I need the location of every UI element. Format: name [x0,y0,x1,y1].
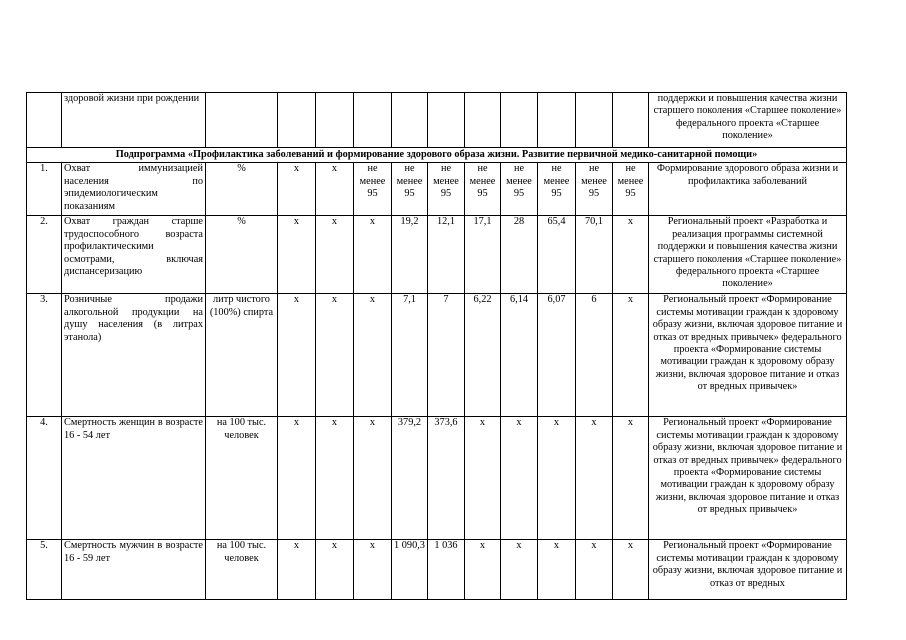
value-cell: 65,4 [538,216,576,294]
row-number: 3. [27,294,62,417]
unit-cell: на 100 тыс. человек [206,540,278,600]
value-cell: х [538,540,576,600]
unit-cell: литр чистого (100%) спирта [206,294,278,417]
value-cell: не менее 95 [538,163,576,216]
description-cell: Региональный проект «Формирование системы мотивации граждан к здоровому образу жизни, включая здоровое питание и отказ от вредных [649,540,847,600]
value-cell: 19,2 [392,216,428,294]
value-cell [278,93,316,148]
value-cell: х [576,417,613,540]
value-cell: 17,1 [465,216,501,294]
value-cell: х [278,417,316,540]
description-cell: Формирование здорового образа жизни и профилактика заболеваний [649,163,847,216]
unit-cell: % [206,163,278,216]
value-cell: 373,6 [428,417,465,540]
value-cell: х [354,294,392,417]
unit-cell: % [206,216,278,294]
description-cell: поддержки и повышения качества жизни старшего поколения «Старшее поколение» федерального проекта «Старшее поколение» [649,93,847,148]
indicator-name-cell: здоровой жизни при рождении [62,93,206,148]
row-number: 2. [27,216,62,294]
indicator-name-cell: Охват иммунизацией населения по эпидемиологическим показаниям [62,163,206,216]
value-cell [613,93,649,148]
value-cell: 1 036 [428,540,465,600]
subprogram-header-row [27,148,847,163]
subprogram-title: Подпрограмма «Профилактика заболеваний и формирование здорового образа жизни. Развитие первичной медико-санитарной помощи» [27,148,847,163]
indicator-name-cell: Охват граждан старше трудоспособного возраста профилактическими осмотрами, включая диспансеризацию [62,216,206,294]
value-cell: 28 [501,216,538,294]
table-row [27,163,847,216]
description-cell: Региональный проект «Разработка и реализация программы системной поддержки и повышения качества жизни старшего поколения «Старшее поколение» федерального проекта «Старшее поколение» [649,216,847,294]
value-cell: 379,2 [392,417,428,540]
value-cell: не менее 95 [613,163,649,216]
value-cell [392,93,428,148]
value-cell: х [316,540,354,600]
value-cell: х [501,417,538,540]
value-cell: х [613,216,649,294]
table-row [27,540,847,600]
table-rows [27,163,847,600]
value-cell: 1 090,3 [392,540,428,600]
value-cell [501,93,538,148]
value-cell: х [316,163,354,216]
description-cell: Региональный проект «Формирование системы мотивации граждан к здоровому образу жизни, включая здоровое питание и отказ от вредных привычек» федерального проекта «Формирование системы мотивации граждан к здоровому образу жизни, включая здоровое питание и отказ от вредных привычек» [649,294,847,417]
table-row-continuation [27,93,847,148]
value-cell: х [465,540,501,600]
value-cell: не менее 95 [501,163,538,216]
value-cell [316,93,354,148]
value-cell: 6,14 [501,294,538,417]
value-cell: х [576,540,613,600]
value-cell: не менее 95 [428,163,465,216]
value-cell: х [613,294,649,417]
value-cell: х [538,417,576,540]
indicator-name-cell: Розничные продажи алкогольной продукции на душу населения (в литрах этанола) [62,294,206,417]
value-cell: х [316,216,354,294]
value-cell: 70,1 [576,216,613,294]
value-cell: не менее 95 [354,163,392,216]
value-cell: х [316,417,354,540]
value-cell [354,93,392,148]
value-cell: х [354,216,392,294]
value-cell: х [278,216,316,294]
value-cell: 7 [428,294,465,417]
value-cell: 7,1 [392,294,428,417]
value-cell: не менее 95 [576,163,613,216]
value-cell: не менее 95 [465,163,501,216]
unit-cell [206,93,278,148]
value-cell [428,93,465,148]
value-cell [576,93,613,148]
table-row [27,294,847,417]
table-row [27,417,847,540]
value-cell: 6,07 [538,294,576,417]
value-cell: х [354,417,392,540]
description-cell: Региональный проект «Формирование системы мотивации граждан к здоровому образу жизни, включая здоровое питание и отказ от вредных привычек» федерального проекта «Формирование системы мотивации граждан к здоровому образу жизни, включая здоровое питание и отказ от вредных привычек» [649,417,847,540]
value-cell: х [501,540,538,600]
value-cell: 6,22 [465,294,501,417]
row-number: 1. [27,163,62,216]
indicator-name-cell: Смертность женщин в возрасте 16 - 54 лет [62,417,206,540]
value-cell: х [613,540,649,600]
value-cell [538,93,576,148]
value-cell: х [613,417,649,540]
indicator-name-cell: Смертность мужчин в возрасте 16 - 59 лет [62,540,206,600]
value-cell: х [316,294,354,417]
table-row [27,216,847,294]
value-cell: не менее 95 [392,163,428,216]
unit-cell: на 100 тыс. человек [206,417,278,540]
value-cell: х [465,417,501,540]
value-cell [465,93,501,148]
row-number: 4. [27,417,62,540]
value-cell: х [278,163,316,216]
value-cell: 12,1 [428,216,465,294]
num-cell [27,93,62,148]
value-cell: 6 [576,294,613,417]
value-cell: х [278,294,316,417]
indicators-table [26,92,847,600]
row-number: 5. [27,540,62,600]
value-cell: х [278,540,316,600]
value-cell: х [354,540,392,600]
